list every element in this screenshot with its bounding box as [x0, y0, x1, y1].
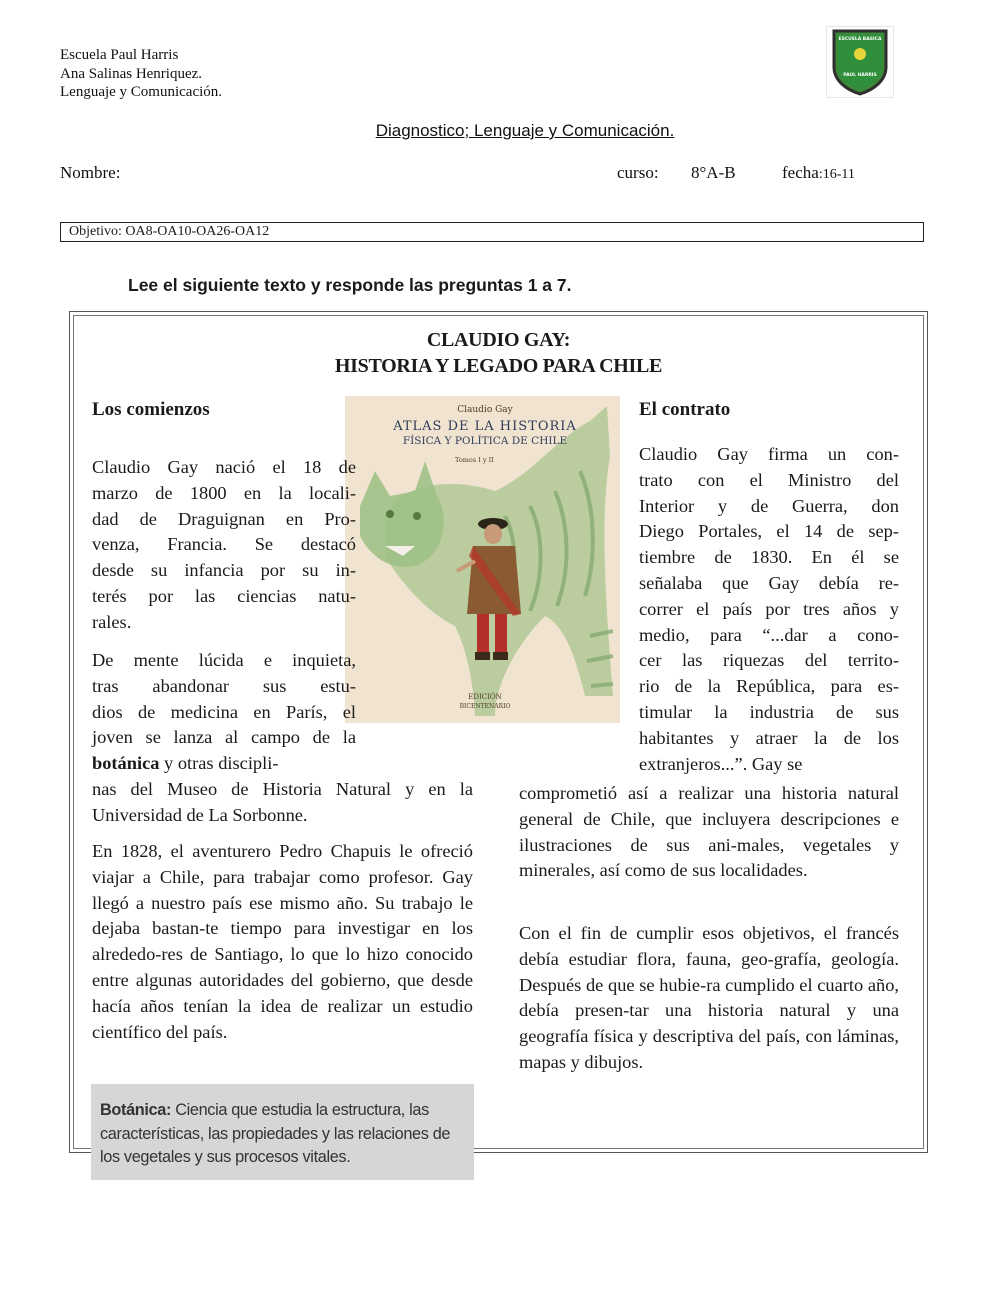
text-line: trato con el Ministro del: [639, 469, 899, 490]
text-line: tras abandonar sus estu-: [92, 675, 356, 696]
left-section-heading: Los comienzos: [92, 399, 210, 420]
nombre-label: Nombre:: [60, 163, 121, 182]
exam-title: Diagnostico; Lenguaje y Comunicación.: [375, 121, 675, 140]
curso-value: 8°A-B: [691, 163, 736, 182]
fecha-field: [782, 163, 855, 183]
text-line: correr el país por tres años y: [639, 598, 899, 619]
text-fragment: y otras discipli-: [159, 753, 279, 774]
book-author: Claudio Gay: [457, 405, 513, 415]
book-edition-line1: EDICIÓN: [468, 693, 502, 701]
article-title-line2: HISTORIA Y LEGADO PARA CHILE: [334, 355, 663, 377]
text-line: señalaba que Gay debía re-: [639, 572, 899, 593]
text-line: cer las riquezas del territo-: [639, 650, 899, 671]
article-title: [73, 327, 924, 379]
text-line: habitantes y atraer la de los: [639, 727, 899, 748]
left-paragraph-2-wide: [92, 777, 473, 829]
text-line: extranjeros...”. Gay se: [639, 753, 803, 774]
glossary-term: Botánica:: [100, 1101, 172, 1119]
text-line-botanica: [92, 751, 356, 777]
text-line: Interior y de Guerra, don: [639, 495, 899, 516]
book-title-line1: ATLAS DE LA HISTORIA: [393, 419, 577, 434]
text-line: medio, para “...dar a cono-: [639, 624, 899, 645]
reading-instruction: Lee el siguiente texto y responde las preguntas 1 a 7.: [128, 275, 572, 295]
text-line: dad de Draguignan en Pro-: [92, 508, 356, 529]
text-line: Claudio Gay firma un con-: [639, 444, 899, 464]
left-paragraph-3: En 1828, el aventurero Pedro Chapuis le ofreció viajar a Chile, para trabajar como profesor. Gay llegó a nuestro país ese mismo año. Su trabajo le dejaba bastan-te tiempo para investigar en los alrededo-res de Santiago, lo que lo hizo conocido entre algunas autoridades del gobierno, que desde hacía años tenían la idea de realizar un estudio científico del país.: [92, 841, 473, 1042]
text-line: joven se lanza al campo de la: [92, 727, 356, 748]
book-edition-line2: BICENTENARIO: [459, 703, 511, 710]
text-line: Claudio Gay nació el 18 de: [92, 457, 356, 477]
text-line: rales.: [92, 611, 132, 632]
logo-bottom-text: PAUL HARRIS: [843, 73, 877, 78]
text-line: dios de medicina en París, el: [92, 701, 356, 722]
text-line: desde su infancia por su in-: [92, 560, 356, 581]
text-line: rio de la República, para es-: [639, 676, 899, 697]
school-logo: [826, 26, 894, 98]
text-line: nas del Museo de Historia Natural y en la: [92, 779, 473, 799]
book-title-line2: FÍSICA Y POLÍTICA DE CHILE: [402, 435, 568, 447]
teacher-name: Ana Salinas Henriquez.: [60, 66, 203, 82]
fecha-value: :16-11: [818, 167, 855, 182]
botanica-term: botánica: [92, 753, 160, 774]
right-paragraph-1: [639, 442, 899, 777]
right-section-heading: El contrato: [639, 399, 731, 420]
text-line: De mente lúcida e inquieta,: [92, 650, 356, 670]
curso-label: curso:: [617, 163, 659, 182]
school-name: Escuela Paul Harris: [60, 47, 179, 63]
book-cover-image: [345, 396, 620, 723]
text-line: timular la industria de sus: [639, 701, 899, 722]
text-line: Universidad de La Sorbonne.: [92, 804, 308, 825]
text-line: terés por las ciencias natu-: [92, 585, 356, 606]
left-paragraph-1: [92, 455, 356, 636]
subject-name: Lenguaje y Comunicación.: [60, 84, 223, 100]
book-volumes: Tomos I y II: [455, 456, 494, 464]
right-paragraph-2: Con el fin de cumplir esos objetivos, el francés debía estudiar flora, fauna, geo-grafía, geología. Después de que se hubie-ra cumplido el cuarto año, debía presen-tar una historia natural y una geografía física y descriptiva del país, con láminas, mapas y dibujos.: [519, 923, 899, 1072]
objetivo-box: Objetivo: OA8-OA10-OA26-OA12: [60, 222, 924, 242]
text-line: Diego Portales, el 14 de sep-: [639, 521, 899, 542]
article-title-line1: CLAUDIO GAY:: [426, 329, 571, 351]
text-line: marzo de 1800 en la locali-: [92, 482, 356, 503]
left-paragraph-2: [92, 648, 356, 777]
text-line: venza, Francia. Se destacó: [92, 534, 356, 555]
glossary-definition: Ciencia que estudia la estructura, las características, las propiedades y las relaciones de los vegetales y sus procesos vitales.: [100, 1101, 451, 1166]
right-paragraph-1-wide: comprometió así a realizar una historia natural general de Chile, que incluyera descripciones e ilustraciones de sus ani-males, vegetales y minerales, así como de sus localidades.: [519, 783, 899, 881]
text-line: tiembre de 1830. En él se: [639, 547, 899, 568]
fecha-label: fecha: [782, 163, 819, 182]
logo-top-text: ESCUELA BASICA: [838, 37, 882, 42]
glossary-box: [91, 1084, 474, 1180]
